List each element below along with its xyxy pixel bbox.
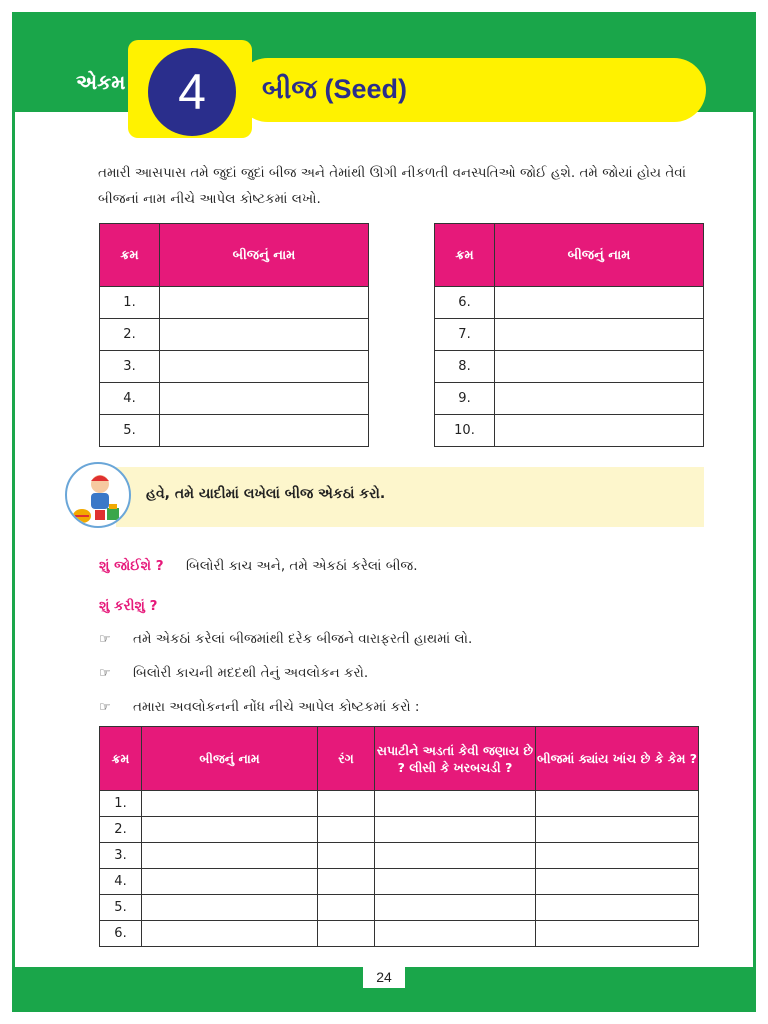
table-row bbox=[100, 843, 699, 869]
seed-name-cell[interactable] bbox=[160, 383, 369, 415]
requirements-text: બિલોરી કાચ અને, તમે એકઠાં કરેલાં બીજ. bbox=[186, 558, 418, 574]
groove-cell[interactable] bbox=[536, 895, 699, 921]
activity-instruction: હવે, તમે યાદીમાં લખેલાં બીજ એકઠાં કરો. bbox=[146, 486, 386, 502]
seed-name-cell[interactable] bbox=[142, 895, 318, 921]
seed-name-cell[interactable] bbox=[495, 351, 704, 383]
seed-names-table-2 bbox=[434, 223, 704, 447]
seed-name-cell[interactable] bbox=[495, 287, 704, 319]
row-number: 8. bbox=[435, 351, 495, 383]
table-header-serial: ક્રમ bbox=[100, 224, 160, 287]
table-row bbox=[100, 351, 369, 383]
procedure-step bbox=[99, 631, 472, 647]
table-row bbox=[100, 287, 369, 319]
color-cell[interactable] bbox=[318, 791, 375, 817]
seed-name-cell[interactable] bbox=[142, 791, 318, 817]
row-number: 2. bbox=[100, 817, 142, 843]
table-row bbox=[100, 817, 699, 843]
intro-paragraph: તમારી આસપાસ તમે જુદાં જુદાં બીજ અને તેમાંથી ઊગી નીકળતી વનસ્પતિઓ જોઈ હશે. તમે જોયાં હોય તેવાં બીજનાં નામ નીચે આપેલ કોષ્ટકમાં લખો. bbox=[98, 165, 687, 207]
table-row bbox=[100, 383, 369, 415]
table-row bbox=[100, 895, 699, 921]
procedure-label: શું કરીશું ? bbox=[99, 598, 158, 614]
seed-name-cell[interactable] bbox=[160, 351, 369, 383]
requirements-label: શું જોઈશે ? bbox=[99, 558, 164, 574]
color-cell[interactable] bbox=[318, 843, 375, 869]
groove-cell[interactable] bbox=[536, 869, 699, 895]
table-row bbox=[100, 415, 369, 447]
table-header-serial: ક્રમ bbox=[100, 727, 142, 791]
row-number: 10. bbox=[435, 415, 495, 447]
table-header-color: રંગ bbox=[318, 727, 375, 791]
seed-name-cell[interactable] bbox=[495, 319, 704, 351]
row-number: 5. bbox=[100, 895, 142, 921]
table-row bbox=[100, 791, 699, 817]
table-row bbox=[435, 287, 704, 319]
seed-name-cell[interactable] bbox=[142, 843, 318, 869]
procedure-step-text: તમારા અવલોકનની નોંધ નીચે આપેલ કોષ્ટકમાં કરો : bbox=[133, 699, 420, 715]
table-row bbox=[435, 415, 704, 447]
row-number: 6. bbox=[100, 921, 142, 947]
row-number: 2. bbox=[100, 319, 160, 351]
pointing-hand-icon: ☞ bbox=[99, 631, 111, 647]
seed-names-table-1 bbox=[99, 223, 369, 447]
table-row bbox=[435, 383, 704, 415]
texture-cell[interactable] bbox=[375, 843, 536, 869]
procedure-step-text: તમે એકઠાં કરેલાં બીજમાંથી દરેક બીજને વારાફરતી હાથમાં લો. bbox=[133, 631, 473, 647]
seed-name-cell[interactable] bbox=[142, 869, 318, 895]
child-illustration bbox=[65, 462, 131, 528]
procedure-step bbox=[99, 699, 419, 715]
color-cell[interactable] bbox=[318, 895, 375, 921]
groove-cell[interactable] bbox=[536, 817, 699, 843]
row-number: 1. bbox=[100, 791, 142, 817]
table-header-seed-name: બીજનું નામ bbox=[142, 727, 318, 791]
texture-cell[interactable] bbox=[375, 869, 536, 895]
row-number: 6. bbox=[435, 287, 495, 319]
texture-cell[interactable] bbox=[375, 895, 536, 921]
page-number: 24 bbox=[363, 966, 405, 988]
table-header-texture: સપાટીને અડતાં કેવી જણાય છે ? લીસી કે ખરબચડી ? bbox=[375, 727, 536, 791]
color-cell[interactable] bbox=[318, 921, 375, 947]
texture-cell[interactable] bbox=[375, 817, 536, 843]
row-number: 9. bbox=[435, 383, 495, 415]
pointing-hand-icon: ☞ bbox=[99, 699, 111, 715]
color-cell[interactable] bbox=[318, 817, 375, 843]
table-row bbox=[435, 351, 704, 383]
row-number: 3. bbox=[100, 843, 142, 869]
seed-name-cell[interactable] bbox=[495, 383, 704, 415]
row-number: 4. bbox=[100, 383, 160, 415]
observation-table bbox=[99, 726, 699, 947]
seed-name-cell[interactable] bbox=[495, 415, 704, 447]
procedure-step bbox=[99, 665, 368, 681]
row-number: 4. bbox=[100, 869, 142, 895]
texture-cell[interactable] bbox=[375, 791, 536, 817]
row-number: 7. bbox=[435, 319, 495, 351]
groove-cell[interactable] bbox=[536, 843, 699, 869]
groove-cell[interactable] bbox=[536, 921, 699, 947]
row-number: 1. bbox=[100, 287, 160, 319]
table-header-serial: ક્રમ bbox=[435, 224, 495, 287]
seed-name-cell[interactable] bbox=[142, 921, 318, 947]
unit-number-badge: 4 bbox=[148, 48, 236, 136]
seed-name-cell[interactable] bbox=[160, 415, 369, 447]
seed-name-cell[interactable] bbox=[160, 287, 369, 319]
color-cell[interactable] bbox=[318, 869, 375, 895]
table-header-groove: બીજમાં ક્યાંય ખાંચ છે કે કેમ ? bbox=[536, 727, 699, 791]
seed-name-cell[interactable] bbox=[142, 817, 318, 843]
table-header-seed-name: બીજનું નામ bbox=[160, 224, 369, 287]
table-row bbox=[100, 921, 699, 947]
chapter-title: બીજ (Seed) bbox=[262, 74, 407, 104]
row-number: 3. bbox=[100, 351, 160, 383]
texture-cell[interactable] bbox=[375, 921, 536, 947]
table-row bbox=[100, 319, 369, 351]
row-number: 5. bbox=[100, 415, 160, 447]
table-row bbox=[435, 319, 704, 351]
groove-cell[interactable] bbox=[536, 791, 699, 817]
procedure-step-text: બિલોરી કાચની મદદથી તેનું અવલોકન કરો. bbox=[133, 665, 369, 681]
table-header-seed-name: બીજનું નામ bbox=[495, 224, 704, 287]
pointing-hand-icon: ☞ bbox=[99, 665, 111, 681]
unit-label: એકમ bbox=[76, 70, 126, 94]
seed-name-cell[interactable] bbox=[160, 319, 369, 351]
table-row bbox=[100, 869, 699, 895]
